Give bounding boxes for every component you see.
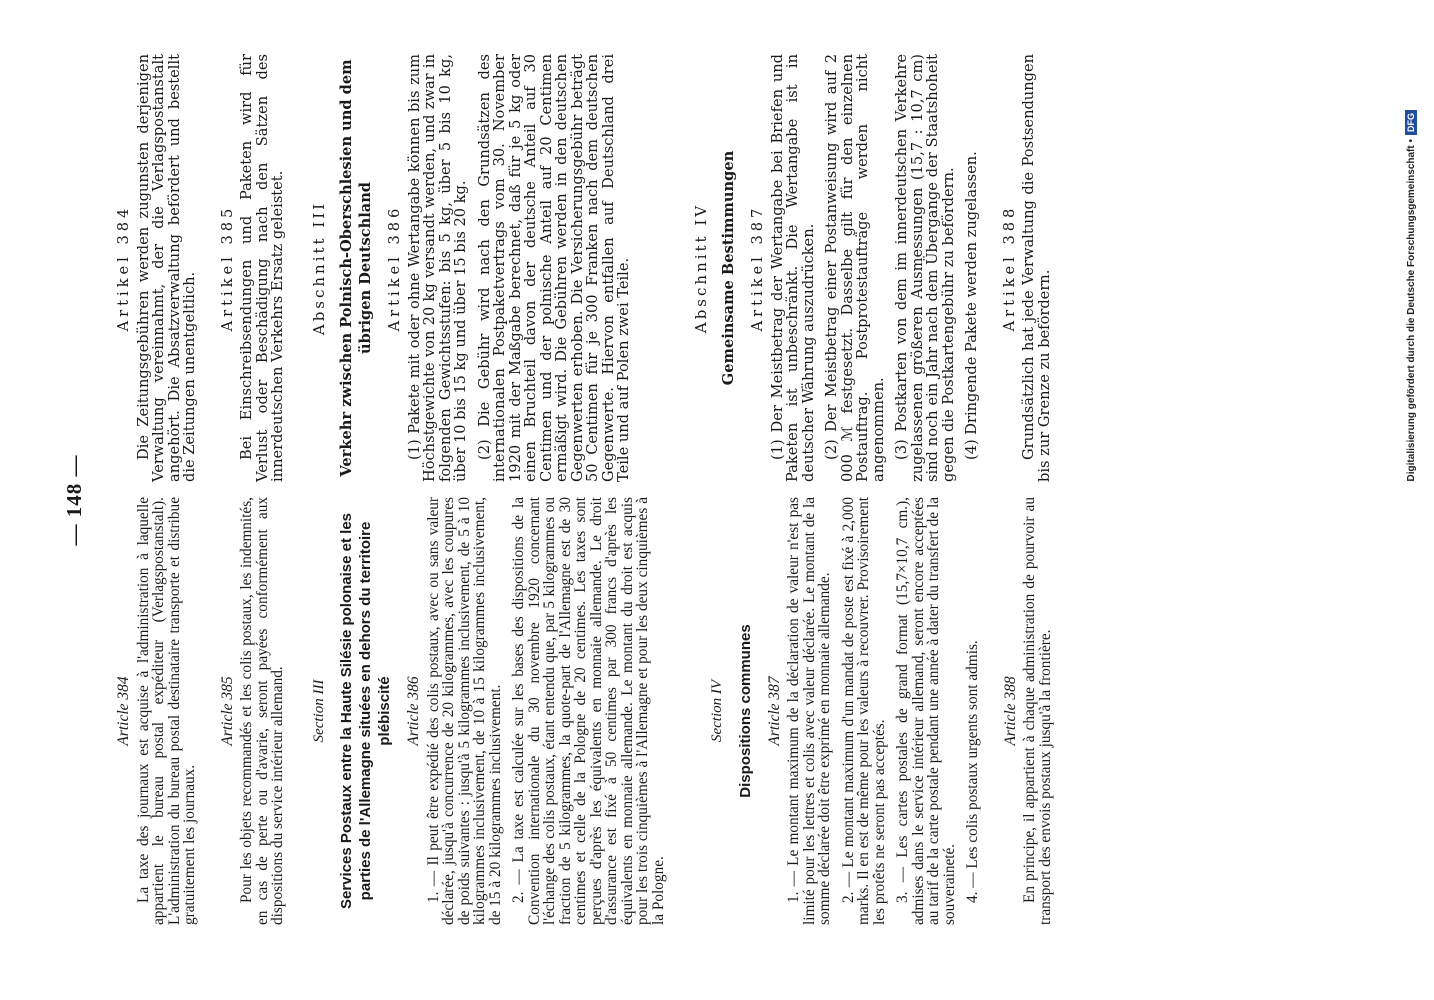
section-4-title-fr: Section IV [709,679,725,743]
article-387-para-3-de: (3) Postkarten von dem im innerdeutschen Verkehre zugelassenen größeren Ausmessungen (15,7 : 10,7 cm) sind noch ein Jahr nach dem Übergange der Staatshoheit gegen die Postkartengebühr zu befördern. [893,54,957,482]
article-387-para-4-de: (4) Dringende Pakete werden zugelassen. [963,151,980,460]
article-386-para-2-de: (2) Die Gebühr wird nach den Grundsätzen des internationalen Postpaketvertrags vom 30. November 1920 mit der Maßgabe berechnet, daß für je 5 kg oder einen Bruchteil davon der deutsche Anteil auf 30 Centimen und der polnische Anteil auf 20 Centimen ermäßigt wird. Die Gebühren werden in den deutschen Gegenwerten erhoben. Die Versicherungsgebühr beträgt 50 Centimen für je 300 Franken nach dem deutschen Gegenwerte. Hiervon entfallen auf Deutschland drei Teile und auf Polen zwei Teile. [475,54,632,482]
section-3-heading-fr: Services Postaux entre la Haute Silésie polonaise et les parties de l'Allemagne situées en dehors du territoire plébiscité [338,513,393,910]
article-385-text-fr: Pour les objets recommandés et les colis postaux, les indemnités, en cas de perte ou d'avarie, seront payées conformément aux dispositions du service intérieur allemand. [238,497,286,925]
section-3-title-de: Abschnitt III [309,200,328,336]
article-384-text-fr: La taxe des journaux est acquise à l'administration à laquelle appartient le bureau postal expéditeur (Verlagspostanstalt). L'administration du bureau postal destinataire transporte et distribue gratuitement les journaux. [134,497,198,925]
article-388-text-fr: En principe, il appartient à chaque administration de pourvoir au transport des envois postaux jusqu'à la frontière. [1021,497,1054,925]
article-384-title-fr: Article 384 [115,676,132,746]
article-387-title-fr: Article 387 [765,676,783,746]
article-386-para-1-fr: 1. — Il peut être expédié des colis postaux, avec ou sans valeur déclarée, jusqu'à concurrence de 20 kilogrammes, avec les coupures de poids suivantes : jusqu'à 5 kilogrammes inclusivement, de 5 à 10 kilogrammes inclusivement, de 10 à 15 kilogrammes inclusivement, de 15 à 20 kilogrammes inclusivement. [424,497,504,925]
article-384-text-de: Die Zeitungsgebühren werden zugunsten derjenigen Verwaltung vereinnahmt, der die Verlagspostanstalt angehört. Die Absatzverwaltung befördert und bestellt die Zeitungen unentgeltlich. [134,54,198,482]
article-384-title-de: Artikel 384 [115,204,132,332]
french-column [116,497,1061,925]
article-386-para-1-de: (1) Pakete mit oder ohne Wertangabe können bis zum Höchstgewichte von 20 kg versandt werden, und zwar in folgenden Gewichtsstufen: bis 5 kg, über 5 bis 10 kg, über 10 bis 15 kg und über 15 bis 20 kg. [405,54,469,482]
section-3-title-fr: Section III [310,679,327,743]
article-385-title-de: Artikel 385 [218,204,236,332]
article-386-para-2-fr: 2. — La taxe est calculée sur les bases des dispositions de la Convention internationale du 30 novembre 1920 concernant l'échange des colis postaux, étant entendu que, par 5 kilogrammes ou fraction de 5 kilogrammes, la quote-part de l'Allemagne est de 30 centimes et celle de la Pologne de 20 centimes. Les taxes sont perçues d'après les équivalents en monnaie allemande. Le droit d'assurance est fixé à 50 centimes par 300 francs d'après les équivalents en monnaie allemande. Le montant du droit est acquis pour les trois cinquièmes à l'Allemagne et pour les deux cinquièmes à la Pologne. [510,497,667,925]
section-4-heading-de: Gemeinsame Bestimmungen [720,150,737,386]
german-column [116,54,1060,482]
article-387-para-3-fr: 3. — Les cartes postales de grand format (15,7×10,7 cm.), admises dans le service intérieur allemand, seront encore acceptées au tarif de la carte postale pendant une année à dater du transfert de la souveraineté. [894,497,958,925]
section-4-title-de: Abschnitt IV [691,202,710,334]
article-386-title-fr: Article 386 [405,676,422,746]
article-388-title-de: Artikel 388 [1000,204,1018,332]
section-4-heading-fr: Dispositions communes [736,624,754,798]
article-385-text-de: Bei Einschreibsendungen und Paketen wird für Verlust oder Beschädigung nach den Sätzen des innerdeutschen Verkehrs Ersatz geleistet. [238,54,286,482]
article-385-title-fr: Article 385 [218,676,236,746]
section-3-heading-de: Verkehr zwischen Polnisch-Oberschlesien und dem übrigen Deutschland [338,59,374,477]
dfg-logo: DFG [1405,110,1417,135]
article-387-para-1-fr: 1. — Le montant maximum de la déclaration de valeur n'est pas limité pour les lettres et colis avec valeur déclarée. Le montant de la somme déclarée doit être exprimé en monnaie allemande. [785,497,833,925]
article-387-para-4-fr: 4. — Les colis postaux urgents sont admis. [964,640,981,903]
article-387-para-2-de: (2) Der Meistbetrag einer Postanweisung wird auf 2 000 ℳ festgesetzt. Dasselbe gilt für den einzelnen Postauftrag. Postprotestaufträge werden nicht angenommen. [823,54,887,482]
page-number: — 148 — [62,454,86,546]
article-388-text-de: Grundsätzlich hat jede Verwaltung die Postsendungen bis zur Grenze zu befördern. [1020,54,1053,482]
article-388-title-fr: Article 388 [1001,676,1019,746]
article-386-title-de: Artikel 386 [386,204,403,332]
credit-text: Digitalisierung gefördert durch die Deutsche Forschungsgemeinschaft • [1406,139,1417,482]
digitization-credit [1405,110,1423,890]
article-387-para-2-fr: 2. — Le montant maximum d'un mandat de poste est fixé à 2,000 marks. Il en est de même pour les valeurs à recouvrer. Provisoirement les protêts ne seront pas acceptés. [839,497,888,925]
article-387-para-1-de: (1) Der Meistbetrag der Wertangabe bei Briefen und Paketen ist unbeschränkt. Die Wertangabe ist in deutscher Währung auszudrücken. [768,54,817,482]
article-387-title-de: Artikel 387 [749,204,766,332]
